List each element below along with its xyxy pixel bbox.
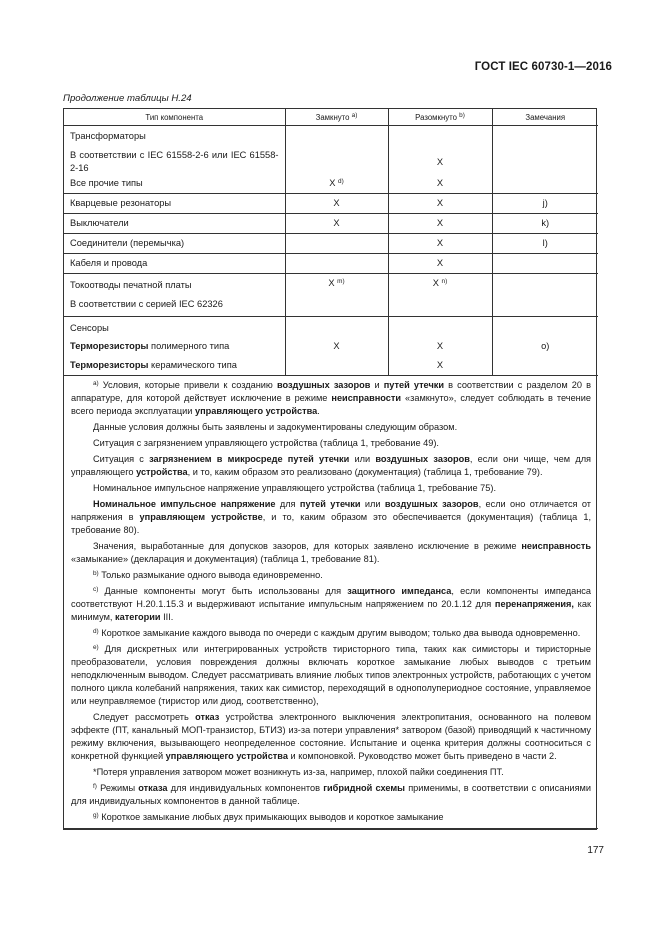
note-a-p5: Номинальное импульсное напряжение управляющего устройства (таблица 1, требование 75).	[93, 483, 497, 493]
table-row-pcb	[64, 274, 598, 317]
row-label-transformers-iec: В соответствии с IEC 61558-2-6 или IEC 61558-2-16	[70, 150, 279, 173]
row-label-transformers-other: Все прочие типы	[70, 178, 143, 188]
cell-quartz-closed: X	[333, 198, 340, 208]
row-title-transformers: Трансформаторы	[70, 131, 146, 141]
note-a: $^{а)}$ Условия, которые привели к созданию воздушных зазоров и путей утечки в соответствии с разделом 20 в аппаратуре, для которой действует исключение в режиме неисправности «замкнуто», следует соблюдать в течение всего периода эксплуатации управляющего устройства.	[71, 380, 591, 416]
row-label-pcb: Токоотводы печатной платы	[70, 280, 192, 290]
col-open-header: Разомкнуто $^{b)}$	[388, 109, 492, 126]
note-a-p4: Ситуация с загрязнением в микросреде путей утечки или воздушных зазоров, если они чище, чем для управляющего устройства, и то, каким образом это реализовано (документация) (таблица 1, требование 79).	[71, 454, 592, 477]
cell-pcb-closed: X $^{m)}$	[328, 278, 345, 288]
cell-transformers-other-open: X	[436, 178, 444, 188]
note-d: $^{d)}$ Короткое замыкание каждого вывода по очереди с каждым другим выводом; только два вывода одновременно.	[93, 628, 581, 638]
table-row-cables	[64, 254, 598, 274]
cell-connectors-remark: l)	[542, 238, 548, 248]
col-type-header: Тип компонента	[64, 109, 285, 126]
cell-polymer-open: X	[436, 341, 444, 351]
row-label-switches: Выключатели	[70, 218, 129, 228]
cell-quartz-open: X	[436, 198, 444, 208]
cell-pcb-open: X $^{n)}$	[432, 278, 448, 288]
table-notes-row	[64, 376, 598, 829]
table-header-row	[64, 109, 598, 126]
row-label-connectors: Соединители (перемычка)	[70, 238, 185, 248]
standard-header: ГОСТ IEC 60730-1—2016	[474, 61, 612, 73]
table-row-switches	[64, 214, 598, 234]
cell-quartz-remark: j)	[542, 198, 548, 208]
note-e-p2: Следует рассмотреть отказ устройства электронного выключения электропитания, основанного на полевом эффекте (ПТ, канальный МОП-транзистор, БТИЗ) из-за потери управления* затвором (базой) приводящий к частичному режиму включения, вызывающего неопределенное состояние. Испытание и оценка критерия должны соотноситься с конкретной функцией управляющего устройства и компоновкой. Руководство может быть приведено в части 2.	[71, 712, 591, 761]
col-closed-header: Замкнуто $^{а)}$	[285, 109, 388, 126]
cell-switches-open: X	[436, 218, 444, 228]
page-number: 177	[587, 845, 604, 856]
row-label-quartz: Кварцевые резонаторы	[70, 198, 172, 208]
table-row-sensors	[64, 317, 598, 376]
cell-sensors-remark: o)	[541, 341, 550, 351]
note-f: $^{f)}$ Режимы отказа для индивидуальных компонентов гибридной схемы применимы, в соответствии с описаниями для индивидуальных компонентов в данной таблице.	[71, 783, 591, 806]
table-row-connectors	[64, 234, 598, 254]
cell-transformers-iec-open: X	[436, 157, 444, 167]
note-a-p3: Ситуация с загрязнением управляющего устройства (таблица 1, требование 49).	[93, 438, 439, 448]
cell-switches-remark: k)	[541, 218, 550, 228]
components-table	[63, 108, 597, 830]
table-caption: Продолжение таблицы Н.24	[63, 93, 192, 104]
cell-polymer-closed: X	[333, 341, 340, 351]
row-label-cables: Кабеля и провода	[70, 258, 148, 268]
row-title-sensors: Сенсоры	[70, 323, 109, 333]
col-remarks-header: Замечания	[492, 109, 598, 126]
cell-connectors-open: X	[436, 238, 444, 248]
cell-transformers-other-closed: X $^{d)}$	[329, 178, 344, 188]
cell-switches-closed: X	[333, 218, 340, 228]
note-b: $^{b)}$ Только размыкание одного вывода единовременно.	[93, 570, 323, 580]
note-a-p6: Номинальное импульсное напряжение для путей утечки или воздушных зазоров, если оно отличается от напряжения в управляющем устройстве, и то, каким образом это обеспечивается (документация) (таблица 1, требование 80).	[71, 499, 592, 535]
note-a-p2: Данные условия должны быть заявлены и задокументированы следующим образом.	[93, 422, 458, 432]
cell-ceramic-open: X	[436, 360, 444, 370]
note-c: $^{c)}$ Данные компоненты могут быть использованы для защитного импеданса, если компоненты импеданса соответствуют Н.20.1.15.3 и выдерживают испытание импульсным напряжением по 20.1.12 для перенапряжения, как минимум, категории III.	[71, 586, 591, 622]
table-row-quartz	[64, 194, 598, 214]
row-label-thermistor-polymer: Терморезисторы полимерного типа	[70, 341, 230, 351]
table-row-transformers	[64, 126, 598, 194]
cell-cables-open: X	[436, 258, 444, 268]
note-e: $^{е)}$ Для дискретных или интегрированных устройств тиристорного типа, таких как симисторы и тиристорные преобразователи, условия повреждения должны включать короткое замыкание любых выводов с третьим неподключенным выводом. Следует рассматривать влияние любых типов электронных устройств, работающих с учетом полного цикла колебаний напряжения, таких как симистор, переходящий в однополупериодное состояние, управляемое или неуправляемое (тиристор или диод, соответственно),	[71, 644, 591, 706]
note-a-p7: Значения, выработанные для допусков зазоров, для которых заявлено исключение в режиме неисправность «замыкание» (декларация и документация) (таблица 1, требование 81).	[71, 541, 591, 564]
row-label-pcb-iec: В соответствии с серией IEC 62326	[70, 299, 223, 309]
note-g: $^{g)}$ Короткое замыкание любых двух примыкающих выводов и короткое замыкание	[93, 812, 444, 822]
row-label-thermistor-ceramic: Терморезисторы керамического типа	[70, 360, 237, 370]
note-e-p3: *Потеря управления затвором может возникнуть из-за, например, плохой пайки соединения ПТ.	[93, 767, 504, 777]
